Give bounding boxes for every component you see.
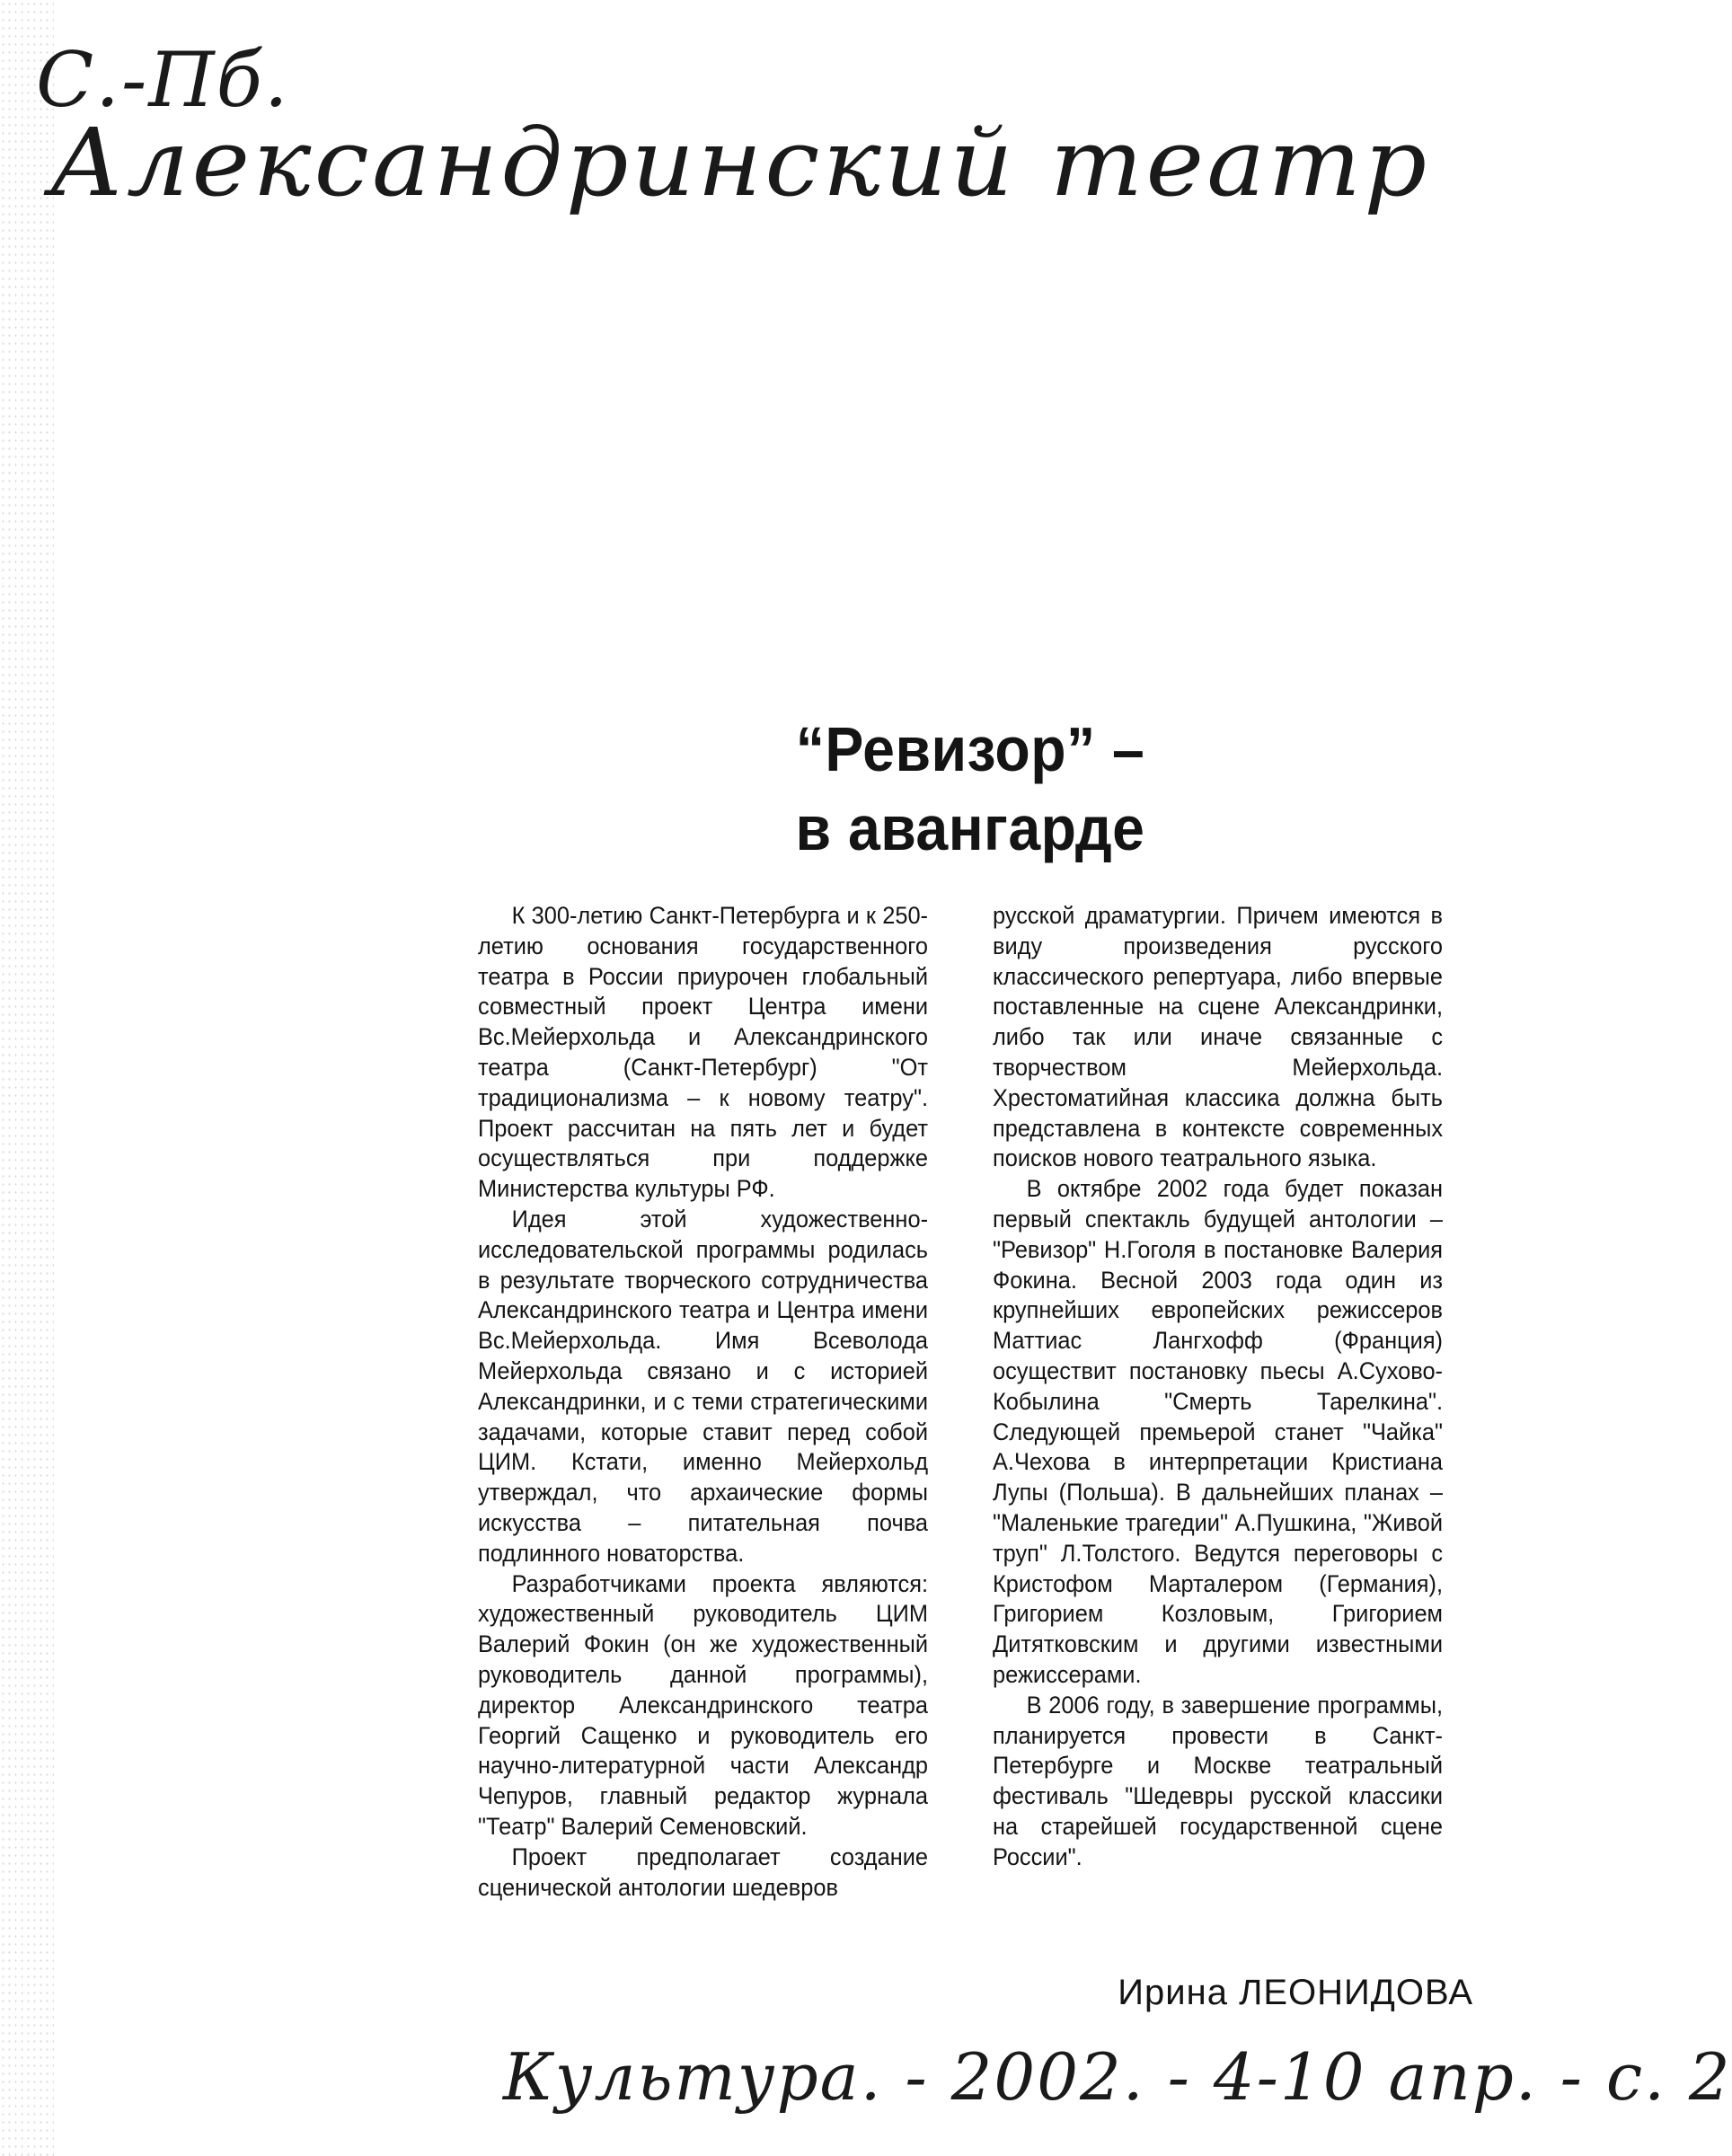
- headline-line-2: в авангарде: [795, 793, 1145, 863]
- paragraph: К 300-летию Санкт-Петербурга и к 250-летию основания государственного театра в России приурочен глобальный совместный проект Центра имени Вс.Мейерхольда и Александринского театра (Санкт-Петербург) "От традиционализма – к новому театру". Проект рассчитан на пять лет и будет осуществляться при поддержке Министерства культуры РФ.: [478, 902, 929, 1203]
- paragraph: Разработчиками проекта являются: художественный руководитель ЦИМ Валерий Фокин (он же художественный руководитель данной программы), директор Александринского театра Георгий Сащенко и руководитель его научно-литературной части Александр Чепуров, главный редактор журнала "Театр" Валерий Семеновский.: [478, 1569, 929, 1840]
- paragraph: Идея этой художественно-исследовательской программы родилась в результате творческого сотрудничества Александринского театра и Центра имени Вс.Мейерхольда. Имя Всеволода Мейерхольда связано и с историей Александринки, и с теми стратегическими задачами, которые ставит перед собой ЦИМ. Кстати, именно Мейерхольд утверждал, что архаические формы искусства – питательная почва подлинного новаторства.: [478, 1205, 929, 1567]
- paragraph: В 2006 году, в завершение программы, планируется провести в Санкт-Петербурге и Москве театральный фестиваль "Шедевры русской классики на старейшей государственной сцене России".: [993, 1691, 1444, 1870]
- article-headline: [738, 710, 1201, 868]
- paragraph: русской драматургии. Причем имеются в виду произведения русского классического репертуара, либо впервые поставленные на сцене Александринки, либо так или иначе связанные с творчеством Мейерхольда. Хрестоматийная классика должна быть представлена в контексте современных поисков нового театрального языка.: [993, 902, 1444, 1172]
- article-column-right: [993, 901, 1443, 1873]
- headline-line-1: “Ревизор” –: [795, 714, 1145, 784]
- author-byline: Ирина ЛЕОНИДОВА: [1118, 1973, 1473, 2012]
- scan-speckle: [0, 0, 54, 2156]
- handwritten-city-note: С.-Пб.: [36, 36, 290, 124]
- article-column-left: [478, 901, 928, 1903]
- handwritten-theatre-note: Александринский театр: [49, 108, 1430, 217]
- handwritten-source-note: Культура. - 2002. - 4-10 апр. - с. 2: [503, 2039, 1732, 2115]
- paragraph: В октябре 2002 года будет показан первый спектакль будущей антологии – "Ревизор" Н.Гоголя в постановке Валерия Фокина. Весной 2003 года один из крупнейших европейских режиссеров Маттиас Лангхофф (Франция) осуществит постановку пьесы А.Сухово-Кобылина "Смерть Тарелкина". Следующей премьерой станет "Чайка" А.Чехова в интерпретации Кристиана Лупы (Польша). В дальнейших планах – "Маленькие трагедии" А.Пушкина, "Живой труп" Л.Толстого. Ведутся переговоры с Кристофом Марталером (Германия), Григорием Козловым, Григорием Дитятковским и другими известными режиссерами.: [993, 1175, 1444, 1688]
- paragraph: Проект предполагает создание сценической антологии шедевров: [478, 1842, 929, 1901]
